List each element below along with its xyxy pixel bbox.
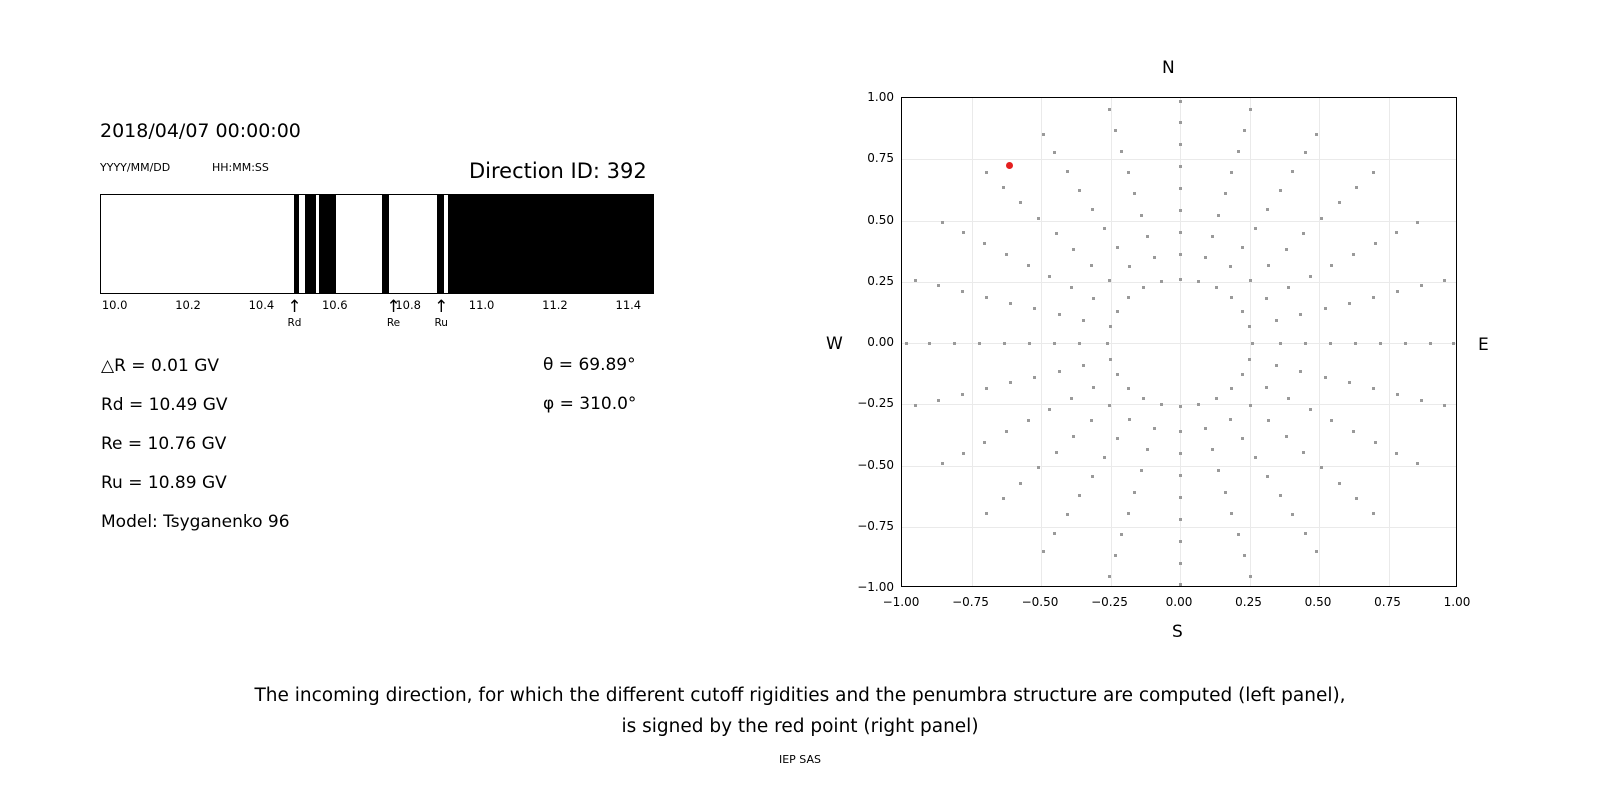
arrow-up-icon: ↑: [386, 297, 401, 317]
direction-point: [928, 342, 931, 345]
penumbra-xtick-label: 11.0: [468, 298, 495, 312]
direction-point: [1329, 342, 1332, 345]
direction-point: [1291, 513, 1294, 516]
direction-point: [1153, 256, 1156, 259]
direction-point: [1120, 150, 1123, 153]
penumbra-xtick-label: 10.6: [321, 298, 348, 312]
direction-point: [1179, 231, 1182, 234]
direction-point: [1320, 466, 1323, 469]
direction-point: [1287, 397, 1290, 400]
direction-point: [1338, 482, 1341, 485]
caption-line-2: is signed by the red point (right panel): [621, 716, 979, 737]
penumbra-x-axis: [100, 294, 654, 344]
map-ytick-label: 0.75: [867, 151, 894, 166]
direction-point: [1275, 364, 1278, 367]
direction-point: [1304, 342, 1307, 345]
direction-point: [1058, 370, 1061, 373]
map-ytick-label: 1.00: [867, 90, 894, 104]
direction-point: [1108, 404, 1111, 407]
delta-r-value: △R = 0.01 GV: [101, 356, 219, 376]
direction-point: [1251, 342, 1254, 345]
direction-point: [1070, 397, 1073, 400]
gridline-horizontal: [902, 466, 1456, 467]
datetime-label: 2018/04/07 00:00:00: [100, 120, 301, 142]
direction-point: [1229, 265, 1232, 268]
direction-point: [961, 290, 964, 293]
rd-value: Rd = 10.49 GV: [101, 395, 228, 415]
direction-point: [1265, 297, 1268, 300]
direction-point: [1116, 437, 1119, 440]
direction-point: [1055, 451, 1058, 454]
map-xtick-label: −1.00: [882, 595, 920, 609]
direction-point: [1241, 373, 1244, 376]
direction-point: [941, 462, 944, 465]
direction-point: [1082, 364, 1085, 367]
re-value: Re = 10.76 GV: [101, 434, 227, 454]
direction-point: [1267, 264, 1270, 267]
direction-point: [1372, 296, 1375, 299]
credit-label: IEP SAS: [778, 753, 822, 766]
direction-point: [1241, 437, 1244, 440]
direction-point: [1304, 532, 1307, 535]
penumbra-marker-re: [374, 297, 414, 329]
direction-point: [1265, 386, 1268, 389]
penumbra-band: [448, 195, 654, 293]
direction-point: [1355, 497, 1358, 500]
direction-point: [914, 279, 917, 282]
direction-point: [1304, 151, 1307, 154]
direction-point: [1128, 265, 1131, 268]
direction-point: [1002, 186, 1005, 189]
direction-point: [1127, 387, 1130, 390]
caption-line-1: The incoming direction, for which the different cutoff rigidities and the penumbra structure are computed (left panel),: [254, 685, 1346, 706]
direction-point: [1237, 150, 1240, 153]
theta-value: θ = 69.89°: [543, 355, 636, 375]
direction-point: [1266, 208, 1269, 211]
gridline-horizontal: [902, 159, 1456, 160]
direction-point: [1279, 342, 1282, 345]
direction-point: [1179, 278, 1182, 281]
penumbra-band: [294, 195, 300, 293]
direction-point: [1395, 231, 1398, 234]
gridline-horizontal: [902, 343, 1456, 344]
direction-point: [962, 452, 965, 455]
direction-point: [961, 393, 964, 396]
direction-point: [1372, 171, 1375, 174]
direction-point: [937, 399, 940, 402]
direction-point: [1230, 171, 1233, 174]
direction-point: [1090, 419, 1093, 422]
direction-point: [1179, 562, 1182, 565]
ru-value: Ru = 10.89 GV: [101, 473, 227, 493]
direction-point: [1179, 496, 1182, 499]
direction-point: [1133, 491, 1136, 494]
direction-point: [1330, 264, 1333, 267]
direction-point: [1197, 280, 1200, 283]
gridline-horizontal: [902, 282, 1456, 283]
direction-point: [941, 221, 944, 224]
direction-point: [1237, 533, 1240, 536]
direction-point: [1179, 165, 1182, 168]
direction-point: [1285, 248, 1288, 251]
map-xtick-label: −0.75: [952, 595, 989, 609]
direction-point: [1230, 296, 1233, 299]
direction-point: [1090, 264, 1093, 267]
direction-point: [1146, 448, 1149, 451]
direction-point: [1028, 342, 1031, 345]
gridline-vertical: [972, 98, 973, 586]
direction-point: [1395, 452, 1398, 455]
direction-point: [905, 342, 908, 345]
direction-point: [1048, 408, 1051, 411]
direction-id-label: Direction ID: 392: [469, 159, 647, 183]
direction-point: [1179, 253, 1182, 256]
penumbra-xtick-label: 11.2: [542, 298, 568, 312]
direction-point: [1179, 583, 1182, 586]
direction-point: [1243, 129, 1246, 132]
direction-point: [1215, 286, 1218, 289]
direction-point: [1114, 129, 1117, 132]
direction-point: [1127, 171, 1130, 174]
gridline-horizontal: [902, 527, 1456, 528]
direction-point: [1160, 280, 1163, 283]
penumbra-xtick-label: 10.4: [248, 298, 275, 312]
direction-point: [1204, 427, 1207, 430]
direction-point: [1103, 227, 1106, 230]
left-panel: [0, 0, 800, 660]
gridline-horizontal: [902, 221, 1456, 222]
direction-point: [1217, 469, 1220, 472]
direction-point: [1352, 430, 1355, 433]
direction-point: [1109, 358, 1112, 361]
direction-point: [1279, 189, 1282, 192]
direction-point: [1279, 494, 1282, 497]
direction-point: [953, 342, 956, 345]
direction-point: [1179, 405, 1182, 408]
figure-caption: [0, 680, 1600, 742]
direction-point: [1142, 286, 1145, 289]
direction-point: [1048, 275, 1051, 278]
phi-value: φ = 310.0°: [543, 394, 637, 414]
direction-point: [1299, 313, 1302, 316]
direction-point: [1153, 427, 1156, 430]
gridline-vertical: [1111, 98, 1112, 586]
compass-south-label: S: [1172, 622, 1183, 642]
direction-point: [1249, 108, 1252, 111]
direction-point: [1127, 512, 1130, 515]
direction-point: [1211, 235, 1214, 238]
penumbra-band: [319, 195, 336, 293]
direction-point: [1275, 319, 1278, 322]
direction-point: [1355, 186, 1358, 189]
selected-direction-point: [1006, 162, 1013, 169]
direction-point: [1217, 214, 1220, 217]
direction-point: [1420, 399, 1423, 402]
direction-point: [1224, 491, 1227, 494]
direction-point: [1379, 342, 1382, 345]
map-xtick-label: 1.00: [1443, 595, 1471, 609]
direction-point: [1241, 246, 1244, 249]
direction-point: [1324, 307, 1327, 310]
direction-point: [1037, 217, 1040, 220]
direction-point: [1002, 497, 1005, 500]
direction-point: [1108, 575, 1111, 578]
direction-point: [1230, 387, 1233, 390]
direction-point: [1179, 452, 1182, 455]
direction-point: [1003, 342, 1006, 345]
penumbra-marker-label: Re: [386, 317, 401, 329]
direction-point: [1372, 387, 1375, 390]
model-value: Model: Tsyganenko 96: [101, 512, 290, 532]
direction-point: [1078, 494, 1081, 497]
gridline-vertical: [1319, 98, 1320, 586]
direction-point: [1248, 358, 1251, 361]
direction-point: [1128, 418, 1131, 421]
direction-point: [1179, 518, 1182, 521]
direction-point: [1179, 209, 1182, 212]
gridline-vertical: [1041, 98, 1042, 586]
direction-point: [1072, 248, 1075, 251]
direction-point: [1133, 192, 1136, 195]
direction-point: [1197, 403, 1200, 406]
direction-point: [1114, 554, 1117, 557]
map-xtick-label: −0.25: [1091, 595, 1128, 609]
direction-point: [1108, 279, 1111, 282]
direction-point: [1309, 275, 1312, 278]
direction-point: [1179, 187, 1182, 190]
direction-point: [1116, 246, 1119, 249]
direction-point: [1354, 342, 1357, 345]
direction-point: [1108, 108, 1111, 111]
direction-point: [1338, 201, 1341, 204]
map-xtick-label: 0.25: [1235, 595, 1262, 609]
direction-point: [1078, 189, 1081, 192]
map-xtick-label: 0.75: [1374, 595, 1401, 609]
map-ytick-label: 0.25: [867, 273, 894, 288]
direction-point: [1396, 393, 1399, 396]
direction-point: [1109, 325, 1112, 328]
direction-point: [1404, 342, 1407, 345]
direction-point: [1091, 208, 1094, 211]
direction-point: [1211, 448, 1214, 451]
direction-point: [1249, 575, 1252, 578]
direction-point: [1320, 217, 1323, 220]
direction-point: [1452, 342, 1455, 345]
direction-point: [1420, 284, 1423, 287]
direction-point: [983, 242, 986, 245]
direction-map-plot-area: [901, 97, 1457, 587]
direction-point: [1443, 404, 1446, 407]
direction-point: [1266, 475, 1269, 478]
map-xtick-label: 0.50: [1304, 595, 1332, 609]
penumbra-band: [437, 195, 444, 293]
direction-point: [937, 284, 940, 287]
direction-point: [1092, 386, 1095, 389]
direction-point: [1053, 342, 1056, 345]
direction-point: [1053, 532, 1056, 535]
direction-point: [1179, 540, 1182, 543]
direction-point: [1315, 550, 1318, 553]
direction-point: [985, 296, 988, 299]
gridline-vertical: [1389, 98, 1390, 586]
direction-point: [1120, 533, 1123, 536]
direction-point: [1285, 435, 1288, 438]
direction-point: [1127, 296, 1130, 299]
compass-east-label: E: [1478, 335, 1489, 355]
direction-point: [1179, 143, 1182, 146]
direction-point: [1070, 286, 1073, 289]
map-ytick-label: −1.00: [857, 580, 894, 594]
direction-point: [1140, 469, 1143, 472]
direction-point: [1348, 381, 1351, 384]
penumbra-marker-label: Rd: [287, 317, 302, 329]
direction-point: [1372, 512, 1375, 515]
direction-point: [1302, 232, 1305, 235]
penumbra-xtick-label: 10.2: [175, 298, 201, 312]
direction-point: [1019, 201, 1022, 204]
direction-point: [1005, 430, 1008, 433]
direction-point: [1352, 253, 1355, 256]
direction-point: [1092, 297, 1095, 300]
direction-point: [1324, 376, 1327, 379]
penumbra-marker-label: Ru: [434, 317, 448, 329]
map-ytick-label: −0.50: [857, 457, 894, 472]
direction-point: [1116, 310, 1119, 313]
direction-point: [1416, 462, 1419, 465]
direction-point: [1037, 466, 1040, 469]
direction-point: [1374, 242, 1377, 245]
direction-point: [1146, 235, 1149, 238]
direction-point: [1058, 313, 1061, 316]
direction-point: [1179, 121, 1182, 124]
direction-point: [1078, 342, 1081, 345]
direction-point: [983, 441, 986, 444]
direction-point: [985, 512, 988, 515]
direction-point: [1027, 264, 1030, 267]
direction-point: [1033, 376, 1036, 379]
direction-point: [1267, 419, 1270, 422]
direction-point: [1254, 456, 1257, 459]
map-ytick-label: −0.75: [857, 518, 894, 533]
direction-point: [1179, 474, 1182, 477]
direction-point: [1287, 286, 1290, 289]
direction-point: [1348, 302, 1351, 305]
penumbra-band: [305, 195, 316, 293]
direction-point: [1330, 419, 1333, 422]
direction-point: [978, 342, 981, 345]
arrow-up-icon: ↑: [434, 297, 449, 317]
direction-point: [1106, 342, 1109, 345]
compass-north-label: N: [1162, 58, 1175, 78]
direction-point: [1254, 227, 1257, 230]
direction-point: [1309, 408, 1312, 411]
direction-point: [1082, 319, 1085, 322]
direction-point: [1429, 342, 1432, 345]
penumbra-marker-ru: [421, 297, 461, 329]
direction-point: [985, 387, 988, 390]
direction-point: [1443, 279, 1446, 282]
direction-point: [1140, 214, 1143, 217]
datetime-format-time: HH:MM:SS: [212, 161, 269, 174]
penumbra-xtick-label: 10.0: [101, 298, 128, 312]
direction-point: [1066, 513, 1069, 516]
datetime-format-date: YYYY/MM/DD: [100, 161, 171, 174]
direction-point: [1215, 397, 1218, 400]
direction-point: [1241, 310, 1244, 313]
direction-point: [1179, 100, 1182, 103]
direction-point: [1091, 475, 1094, 478]
direction-point: [1042, 133, 1045, 136]
direction-point: [1374, 441, 1377, 444]
direction-point: [1204, 256, 1207, 259]
map-xtick-label: 0.00: [1165, 595, 1193, 609]
direction-point: [1179, 430, 1182, 433]
direction-point: [1042, 550, 1045, 553]
direction-point: [1055, 232, 1058, 235]
direction-point: [1033, 307, 1036, 310]
direction-point: [1005, 253, 1008, 256]
direction-point: [1053, 151, 1056, 154]
compass-west-label: W: [826, 334, 843, 354]
direction-point: [1116, 373, 1119, 376]
penumbra-xtick-label: 11.4: [615, 298, 642, 312]
direction-point: [985, 171, 988, 174]
direction-point: [1072, 435, 1075, 438]
map-ytick-label: 0.00: [867, 335, 894, 349]
direction-point: [1009, 302, 1012, 305]
penumbra-xtick-label: 10.8: [395, 298, 421, 312]
direction-point: [1243, 554, 1246, 557]
direction-point: [1249, 279, 1252, 282]
map-xtick-label: −0.50: [1021, 595, 1059, 609]
direction-point: [1019, 482, 1022, 485]
direction-point: [1230, 512, 1233, 515]
direction-point: [962, 231, 965, 234]
direction-point: [1142, 397, 1145, 400]
gridline-vertical: [1180, 98, 1181, 586]
direction-point: [1224, 192, 1227, 195]
direction-point: [1396, 290, 1399, 293]
arrow-up-icon: ↑: [287, 297, 302, 317]
direction-point: [1009, 381, 1012, 384]
map-ytick-label: −0.25: [857, 396, 894, 411]
direction-point: [1160, 403, 1163, 406]
direction-point: [1416, 221, 1419, 224]
right-panel: [800, 0, 1600, 660]
direction-point: [1066, 170, 1069, 173]
penumbra-chart: [100, 194, 654, 294]
penumbra-marker-rd: [274, 297, 314, 329]
map-ytick-label: 0.50: [867, 212, 894, 227]
direction-point: [1315, 133, 1318, 136]
direction-point: [1027, 419, 1030, 422]
direction-point: [1249, 404, 1252, 407]
direction-point: [914, 404, 917, 407]
direction-point: [1299, 370, 1302, 373]
direction-point: [1248, 325, 1251, 328]
penumbra-bar: [100, 194, 654, 294]
datetime-format-label: [100, 161, 269, 174]
direction-point: [1291, 170, 1294, 173]
penumbra-band: [382, 195, 389, 293]
direction-point: [1302, 451, 1305, 454]
direction-point: [1229, 418, 1232, 421]
direction-point: [1103, 456, 1106, 459]
